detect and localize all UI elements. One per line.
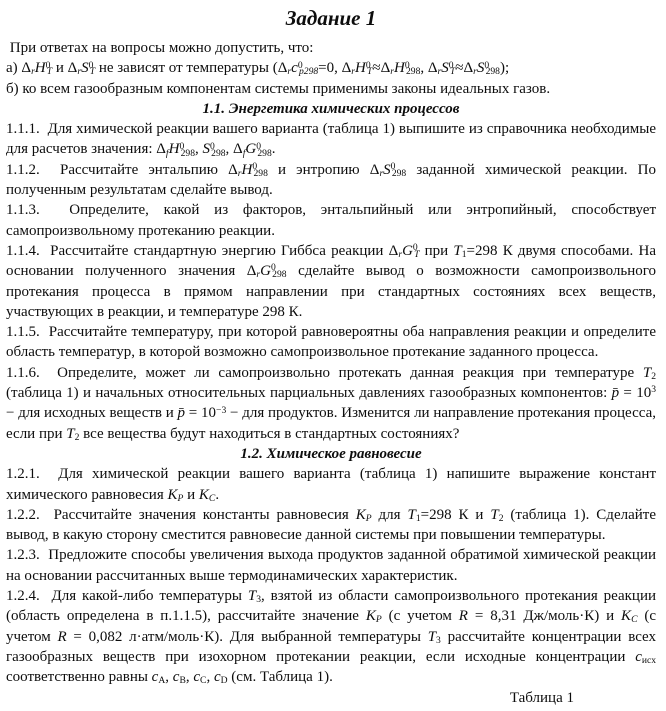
- document-body: [6, 38, 656, 708]
- section-heading-1-1: 1.1. Энергетика химических процессов: [202, 100, 460, 117]
- item-1-1-2: 1.1.2. Рассчитайте энтальпию ΔrH0298 и энтропию ΔrS0298 заданной химической реакции. По полученным результатам сделайте вывод.: [6, 160, 656, 199]
- table-caption: Таблица 1: [509, 689, 574, 706]
- item-1-1-5: 1.1.5. Рассчитайте температуру, при которой равновероятны оба направления реакции и определите область температур, в которой возможно самопроизвольное протекание заданного процесса.: [6, 324, 656, 361]
- assumption-a: а) ΔrH0T и ΔrS0T не зависят от температуры (Δrc0p298=0, ΔrH0T≈ΔrH0298, ΔrS0T≈ΔrS0298);: [6, 59, 510, 78]
- item-1-2-3: 1.2.3. Предложите способы увеличения выхода продуктов заданной обратимой химической реакции на основании рассчитанных выше термодинамических характеристик.: [6, 547, 656, 584]
- item-1-1-4: 1.1.4. Рассчитайте стандартную энергию Гиббса реакции ΔrG0T при T1=298 К двумя способами. На основании полученного значения ΔrG0298 сделайте вывод о возможности самопроизвольного протекания процесса в прямом направлении при стандартных состояниях всех веществ, участвующих в реакции, и температуре 298 К.: [6, 242, 657, 320]
- item-1-2-4: 1.2.4. Для какой-либо температуры T3, взятой из области самопроизвольного протекания реакции (область определена в п.1.1.5), рассчитайте значение KP (с учетом R = 8,31 Дж/моль·К) и KC (с учетом R = 0,082 л·атм/моль·К). Для выбранной температуры T3 рассчитайте концентрации всех газообразных веществ при изохорном протекании реакции, если исходные концентрации cисх соответственно равны cA, cB, cC, cD (см. Таблица 1).: [6, 588, 657, 687]
- intro-line: При ответах на вопросы можно допустить, что:: [6, 40, 314, 56]
- section-heading-1-2: 1.2. Химическое равновесие: [240, 445, 422, 462]
- item-1-1-3: 1.1.3. Определите, какой из факторов, энтальпийный или энтропийный, способствует самопроизвольному протеканию реакции.: [6, 202, 656, 239]
- assumption-b: б) ко всем газообразным компонентам системы применимы законы идеальных газов.: [6, 80, 551, 97]
- item-1-2-1: 1.2.1. Для химической реакции вашего варианта (таблица 1) напишите выражение констант химического равновесия KP и KC.: [6, 466, 656, 504]
- item-1-1-1: 1.1.1. Для химической реакции вашего варианта (таблица 1) выпишите из справочника необходимые для расчетов значения: ΔfH0298, S0298, ΔfG0298.: [6, 121, 656, 159]
- item-1-1-6: 1.1.6. Определите, может ли самопроизвольно протекать данная реакция при температуре T2 (таблица 1) и начальных относительных парциальных давлениях газообразных компонентов: p̄ = 103 − для исходных веществ и p̄ = 10−3 − для продуктов. Изменится ли направление протекания процесса, если при T2 все вещества будут находиться в стандартных состояниях?: [6, 364, 656, 443]
- page-title: Задание 1: [285, 6, 377, 30]
- item-1-2-2: 1.2.2. Рассчитайте значения константы равновесия KP для T1=298 К и T2 (таблица 1). Сделайте вывод, в какую сторону сместится равновесие данной системы при повышении температуры.: [6, 506, 656, 544]
